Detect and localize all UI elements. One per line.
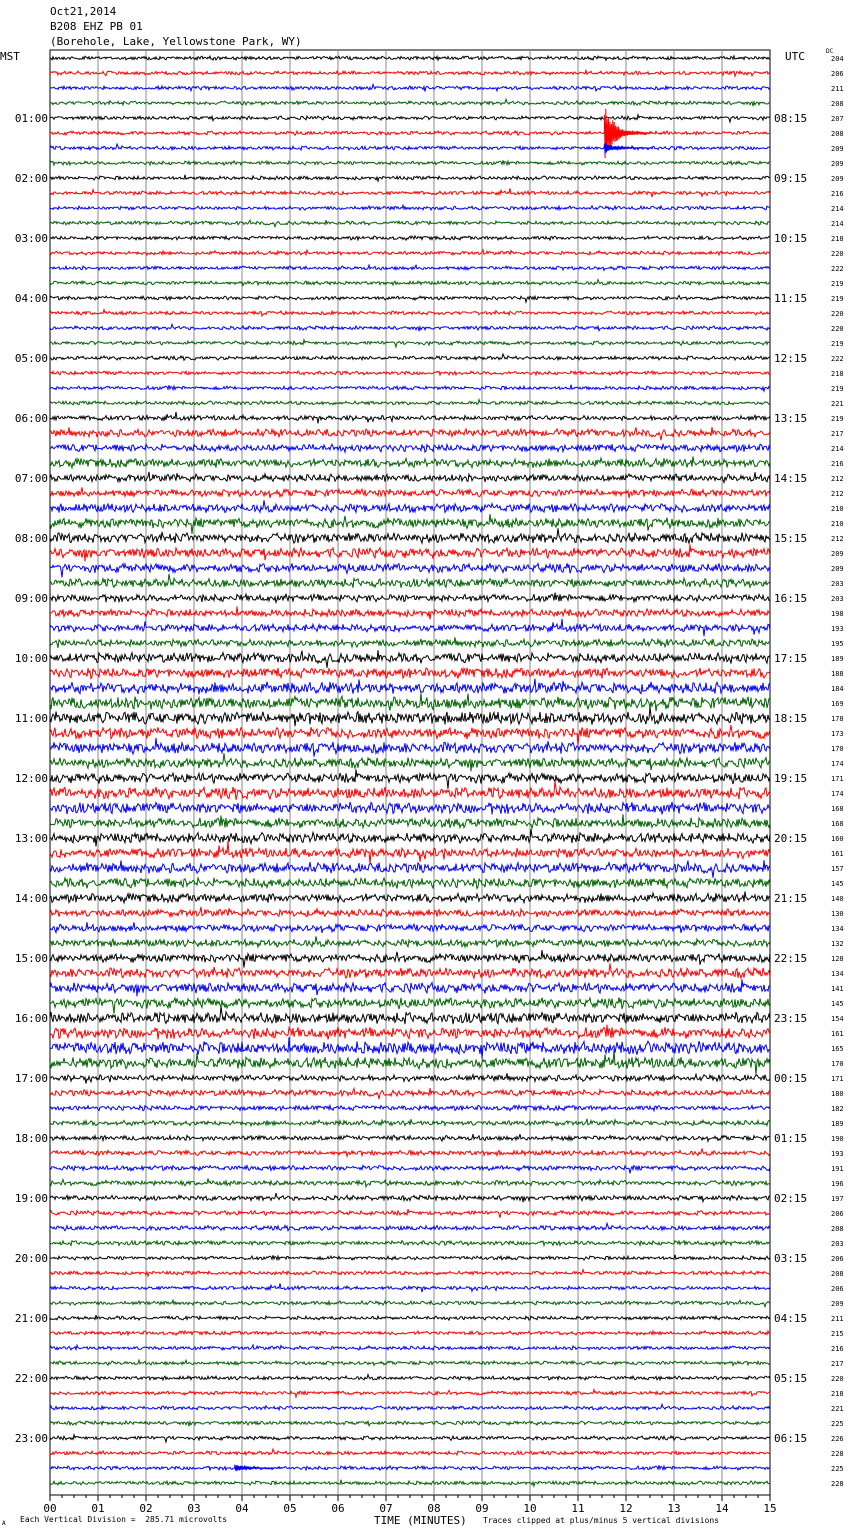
seismic-trace xyxy=(50,980,770,997)
x-tick-label: 15 xyxy=(763,1502,777,1515)
seismic-trace xyxy=(50,280,770,286)
right-hour-label: 21:15 xyxy=(774,892,808,905)
dc-offset-label: 228 xyxy=(831,1480,844,1488)
right-hour-label: 19:15 xyxy=(774,772,808,785)
seismic-trace xyxy=(50,528,770,543)
x-tick-label: 06 xyxy=(331,1502,345,1515)
seismic-trace xyxy=(50,295,770,302)
seismic-trace xyxy=(50,160,770,165)
dc-offset-label: 208 xyxy=(831,100,844,108)
seismic-trace xyxy=(50,1241,770,1246)
dc-offset-label: 203 xyxy=(831,1240,844,1248)
dc-header: DC xyxy=(826,48,834,55)
x-tick-label: 13 xyxy=(667,1502,681,1515)
right-hour-label: 13:15 xyxy=(774,412,808,425)
dc-offset-label: 228 xyxy=(831,1450,844,1458)
left-hour-label: 10:00 xyxy=(14,652,48,665)
right-hour-label: 18:15 xyxy=(774,712,808,725)
dc-offset-label: 197 xyxy=(831,1195,844,1203)
dc-offset-label: 171 xyxy=(831,1075,844,1083)
dc-offset-label: 157 xyxy=(831,865,844,873)
left-hour-label: 16:00 xyxy=(14,1012,48,1025)
seismic-trace xyxy=(50,606,770,619)
dc-offset-label: 215 xyxy=(831,1330,844,1338)
left-hour-label: 14:00 xyxy=(14,892,48,905)
right-hour-label: 12:15 xyxy=(774,352,808,365)
seismic-trace xyxy=(50,693,770,711)
dc-offset-label: 222 xyxy=(831,265,844,273)
dc-offset-label: 134 xyxy=(831,925,844,933)
seismic-trace xyxy=(50,236,770,240)
seismic-trace xyxy=(50,1209,770,1218)
seismic-trace xyxy=(50,1088,770,1099)
dc-offset-label: 160 xyxy=(831,835,844,843)
dc-offset-label: 209 xyxy=(831,160,844,168)
seismic-trace xyxy=(50,574,770,588)
left-hour-label: 17:00 xyxy=(14,1072,48,1085)
seismic-trace xyxy=(50,1179,770,1187)
seismic-trace xyxy=(50,860,770,878)
x-tick-label: 00 xyxy=(43,1502,57,1515)
dc-offset-label: 208 xyxy=(831,1225,844,1233)
left-hour-label: 18:00 xyxy=(14,1132,48,1145)
seismic-trace xyxy=(50,400,770,405)
dc-offset-label: 216 xyxy=(831,190,844,198)
seismic-trace xyxy=(50,802,770,815)
left-timezone: MST xyxy=(0,50,20,63)
dc-offset-label: 184 xyxy=(831,685,844,693)
left-hour-label: 03:00 xyxy=(14,232,48,245)
x-tick-label: 11 xyxy=(571,1502,585,1515)
seismic-trace xyxy=(50,99,770,106)
clip-note: Traces clipped at plus/minus 5 vertical divisions xyxy=(483,1516,720,1525)
dc-offset-label: 212 xyxy=(831,535,844,543)
seismic-trace xyxy=(50,1435,770,1442)
dc-offset-label: 225 xyxy=(831,1465,844,1473)
dc-offset-label: 221 xyxy=(831,400,844,408)
seismic-trace xyxy=(50,963,770,978)
dc-offset-label: 141 xyxy=(831,985,844,993)
dc-offset-label: 189 xyxy=(831,655,844,663)
seismic-traces xyxy=(50,56,770,1486)
scale-note: Each Vertical Division = 285.71 microvolts xyxy=(20,1515,228,1524)
dc-offset-label: 161 xyxy=(831,850,844,858)
right-hour-label: 14:15 xyxy=(774,472,808,485)
seismic-trace xyxy=(50,250,770,255)
seismic-trace xyxy=(50,340,770,347)
seismic-trace xyxy=(50,56,770,60)
seismic-trace xyxy=(50,563,770,577)
seismic-trace xyxy=(50,324,770,331)
dc-offset-label: 165 xyxy=(831,1045,844,1053)
seismic-trace xyxy=(50,487,770,498)
dc-offset-label: 212 xyxy=(831,475,844,483)
seismic-event xyxy=(604,143,652,153)
dc-offset-label: 191 xyxy=(831,1165,844,1173)
seismic-trace xyxy=(50,1037,770,1058)
right-hour-label: 08:15 xyxy=(774,112,808,125)
dc-offset-label: 211 xyxy=(831,1315,844,1323)
dc-offset-label: 154 xyxy=(831,1015,844,1023)
dc-offset-label: 216 xyxy=(831,1345,844,1353)
dc-offset-label: 171 xyxy=(831,775,844,783)
dc-offset-label: 195 xyxy=(831,640,844,648)
left-hour-label: 02:00 xyxy=(14,172,48,185)
location-label: (Borehole, Lake, Yellowstone Park, WY) xyxy=(50,35,302,48)
dc-offset-label: 130 xyxy=(831,910,844,918)
seismic-trace xyxy=(50,679,770,695)
dc-offset-label: 208 xyxy=(831,1270,844,1278)
seismic-trace xyxy=(50,1165,770,1173)
dc-offset-label: 209 xyxy=(831,565,844,573)
date-label: Oct21,2014 xyxy=(50,5,117,18)
seismic-trace xyxy=(50,841,770,864)
seismic-trace xyxy=(50,1300,770,1307)
dc-offset-label: 188 xyxy=(831,670,844,678)
seismic-trace xyxy=(50,354,770,360)
dc-offset-label: 134 xyxy=(831,970,844,978)
right-hour-label: 23:15 xyxy=(774,1012,808,1025)
dc-offset-label: 209 xyxy=(831,145,844,153)
right-hour-label: 16:15 xyxy=(774,592,808,605)
dc-offset-label: 220 xyxy=(831,1375,844,1383)
seismic-trace xyxy=(50,265,770,270)
left-hour-label: 19:00 xyxy=(14,1192,48,1205)
seismic-trace xyxy=(50,619,770,636)
seismic-trace xyxy=(50,310,770,316)
right-hour-label: 20:15 xyxy=(774,832,808,845)
left-hour-label: 09:00 xyxy=(14,592,48,605)
dc-offset-label: 145 xyxy=(831,880,844,888)
seismic-trace xyxy=(50,131,770,135)
seismic-trace xyxy=(50,175,770,181)
seismic-event xyxy=(604,109,652,158)
x-axis-title: TIME (MINUTES) xyxy=(374,1514,467,1527)
dc-offset-label: 178 xyxy=(831,715,844,723)
left-hour-label: 08:00 xyxy=(14,532,48,545)
seismic-trace xyxy=(50,1149,770,1157)
dc-offset-label: 173 xyxy=(831,730,844,738)
dc-offset-label: 216 xyxy=(831,460,844,468)
right-hour-label: 04:15 xyxy=(774,1312,808,1325)
seismic-trace xyxy=(50,412,770,424)
dc-offset-label: 193 xyxy=(831,1150,844,1158)
seismic-trace xyxy=(50,1421,770,1426)
seismic-trace xyxy=(50,650,770,668)
seismic-trace xyxy=(50,922,770,933)
seismic-trace xyxy=(50,814,770,828)
x-tick-label: 14 xyxy=(715,1502,729,1515)
seismic-trace xyxy=(50,1255,770,1260)
dc-offset-label: 206 xyxy=(831,1255,844,1263)
dc-offset-label: 219 xyxy=(831,295,844,303)
dc-offset-label: 226 xyxy=(831,1435,844,1443)
dc-offset-label: 220 xyxy=(831,325,844,333)
dc-offset-label: 204 xyxy=(831,55,844,63)
x-axis xyxy=(43,1495,776,1515)
dc-offset-label: 132 xyxy=(831,940,844,948)
seismic-trace xyxy=(50,70,770,76)
station-label: B208 EHZ PB 01 xyxy=(50,20,143,33)
seismic-trace xyxy=(50,1480,770,1486)
left-hour-label: 23:00 xyxy=(14,1432,48,1445)
seismic-trace xyxy=(50,444,770,452)
dc-offset-labels xyxy=(831,55,844,1488)
dc-offset-label: 198 xyxy=(831,610,844,618)
seismic-trace xyxy=(50,738,770,757)
dc-offset-label: 203 xyxy=(831,580,844,588)
seismic-trace xyxy=(50,1283,770,1292)
seismic-trace xyxy=(50,593,770,603)
right-hour-label: 01:15 xyxy=(774,1132,808,1145)
right-hour-label: 03:15 xyxy=(774,1252,808,1265)
right-hour-label: 09:15 xyxy=(774,172,808,185)
x-tick-label: 10 xyxy=(523,1502,537,1515)
dc-offset-label: 189 xyxy=(831,1120,844,1128)
seismic-trace xyxy=(50,1331,770,1335)
dc-offset-label: 168 xyxy=(831,805,844,813)
x-tick-label: 03 xyxy=(187,1502,201,1515)
dc-offset-label: 218 xyxy=(831,370,844,378)
x-tick-label: 01 xyxy=(91,1502,105,1515)
dc-offset-label: 211 xyxy=(831,85,844,93)
dc-offset-label: 174 xyxy=(831,790,844,798)
seismic-trace xyxy=(50,907,770,917)
seismic-trace xyxy=(50,220,770,227)
dc-offset-label: 128 xyxy=(831,955,844,963)
seismic-trace xyxy=(50,1390,770,1398)
right-hour-label: 05:15 xyxy=(774,1372,808,1385)
dc-offset-label: 222 xyxy=(831,355,844,363)
seismic-trace xyxy=(50,1006,770,1024)
dc-offset-label: 219 xyxy=(831,385,844,393)
dc-offset-label: 207 xyxy=(831,115,844,123)
dc-offset-label: 217 xyxy=(831,430,844,438)
seismic-trace xyxy=(50,1134,770,1141)
seismic-trace xyxy=(50,781,770,800)
seismic-trace xyxy=(50,770,770,789)
seismic-trace xyxy=(50,188,770,197)
dc-offset-label: 180 xyxy=(831,1090,844,1098)
seismic-trace xyxy=(50,1360,770,1365)
right-hour-label: 02:15 xyxy=(774,1192,808,1205)
dc-offset-label: 225 xyxy=(831,1420,844,1428)
dc-offset-label: 206 xyxy=(831,1210,844,1218)
dc-offset-label: 214 xyxy=(831,220,844,228)
dc-offset-label: 209 xyxy=(831,550,844,558)
seismic-trace xyxy=(50,500,770,513)
left-hour-label: 20:00 xyxy=(14,1252,48,1265)
dc-offset-label: 218 xyxy=(831,235,844,243)
seismic-trace xyxy=(50,144,770,150)
dc-offset-label: 206 xyxy=(831,70,844,78)
left-hour-label: 06:00 xyxy=(14,412,48,425)
seismic-trace xyxy=(50,1119,770,1126)
seismic-trace xyxy=(50,725,770,745)
x-tick-label: 02 xyxy=(139,1502,153,1515)
dc-offset-label: 220 xyxy=(831,250,844,258)
x-tick-label: 04 xyxy=(235,1502,249,1515)
dc-offset-label: 221 xyxy=(831,1405,844,1413)
seismic-trace xyxy=(50,891,770,902)
seismic-trace xyxy=(50,668,770,679)
right-hour-label: 17:15 xyxy=(774,652,808,665)
dc-offset-label: 217 xyxy=(831,1360,844,1368)
seismic-trace xyxy=(50,829,770,846)
x-tick-label: 09 xyxy=(475,1502,489,1515)
dc-offset-label: 219 xyxy=(831,280,844,288)
right-timezone: UTC xyxy=(785,50,805,63)
right-hour-label: 22:15 xyxy=(774,952,808,965)
dc-offset-label: 203 xyxy=(831,595,844,603)
dc-offset-label: 219 xyxy=(831,415,844,423)
left-hour-label: 21:00 xyxy=(14,1312,48,1325)
x-tick-label: 12 xyxy=(619,1502,633,1515)
seismic-trace xyxy=(50,753,770,771)
dc-offset-label: 145 xyxy=(831,1000,844,1008)
seismic-trace xyxy=(50,1465,770,1470)
right-hour-label: 10:15 xyxy=(774,232,808,245)
left-hour-label: 04:00 xyxy=(14,292,48,305)
seismic-trace xyxy=(50,1105,770,1110)
seismic-trace xyxy=(50,998,770,1014)
x-tick-label: 08 xyxy=(427,1502,441,1515)
scale-mark: A xyxy=(2,1520,6,1527)
seismic-trace xyxy=(50,205,770,210)
seismic-trace xyxy=(50,84,770,91)
x-tick-label: 05 xyxy=(283,1502,297,1515)
seismic-trace xyxy=(50,1345,770,1350)
seismic-trace xyxy=(50,371,770,375)
seismic-trace xyxy=(50,1375,770,1380)
seismic-trace xyxy=(50,385,770,391)
dc-offset-label: 219 xyxy=(831,340,844,348)
dc-offset-label: 168 xyxy=(831,820,844,828)
seismic-trace xyxy=(50,1449,770,1455)
seismic-trace xyxy=(50,1025,770,1040)
dc-offset-label: 193 xyxy=(831,625,844,633)
dc-offset-label: 212 xyxy=(831,490,844,498)
dc-offset-label: 206 xyxy=(831,1285,844,1293)
dc-offset-label: 214 xyxy=(831,445,844,453)
seismic-trace xyxy=(50,1315,770,1320)
left-hour-label: 22:00 xyxy=(14,1372,48,1385)
seismic-trace xyxy=(50,456,770,467)
right-hour-label: 00:15 xyxy=(774,1072,808,1085)
dc-offset-label: 170 xyxy=(831,1060,844,1068)
dc-offset-label: 209 xyxy=(831,1300,844,1308)
seismic-trace xyxy=(50,936,770,947)
seismic-trace xyxy=(50,1193,770,1202)
right-hour-label: 11:15 xyxy=(774,292,808,305)
dc-offset-label: 140 xyxy=(831,895,844,903)
left-hour-label: 07:00 xyxy=(14,472,48,485)
dc-offset-label: 196 xyxy=(831,1180,844,1188)
seismic-trace xyxy=(50,1223,770,1230)
seismic-trace xyxy=(50,472,770,483)
seismic-trace xyxy=(50,950,770,967)
dc-offset-label: 174 xyxy=(831,760,844,768)
dc-offset-label: 220 xyxy=(831,310,844,318)
left-hour-label: 12:00 xyxy=(14,772,48,785)
seismic-trace xyxy=(50,545,770,562)
seismic-trace xyxy=(50,514,770,534)
right-hour-label: 06:15 xyxy=(774,1432,808,1445)
seismic-trace xyxy=(50,1270,770,1277)
seismic-trace xyxy=(50,115,770,122)
dc-offset-label: 210 xyxy=(831,505,844,513)
seismic-trace xyxy=(50,1404,770,1410)
left-hour-label: 13:00 xyxy=(14,832,48,845)
seismic-trace xyxy=(50,707,770,726)
dc-offset-label: 161 xyxy=(831,1030,844,1038)
dc-offset-label: 209 xyxy=(831,175,844,183)
dc-offset-label: 182 xyxy=(831,1105,844,1113)
dc-offset-label: 169 xyxy=(831,700,844,708)
right-hour-label: 15:15 xyxy=(774,532,808,545)
left-hour-label: 11:00 xyxy=(14,712,48,725)
left-hour-label: 01:00 xyxy=(14,112,48,125)
dc-offset-label: 214 xyxy=(831,205,844,213)
dc-offset-label: 190 xyxy=(831,1135,844,1143)
dc-offset-label: 208 xyxy=(831,130,844,138)
seismic-trace xyxy=(50,637,770,648)
dc-offset-label: 170 xyxy=(831,745,844,753)
dc-offset-label: 218 xyxy=(831,1390,844,1398)
left-hour-label: 15:00 xyxy=(14,952,48,965)
x-tick-label: 07 xyxy=(379,1502,393,1515)
seismic-trace xyxy=(50,1073,770,1083)
seismic-trace xyxy=(50,878,770,889)
seismic-trace xyxy=(50,1049,770,1075)
seismic-trace xyxy=(50,427,770,440)
left-hour-label: 05:00 xyxy=(14,352,48,365)
dc-offset-label: 210 xyxy=(831,520,844,528)
